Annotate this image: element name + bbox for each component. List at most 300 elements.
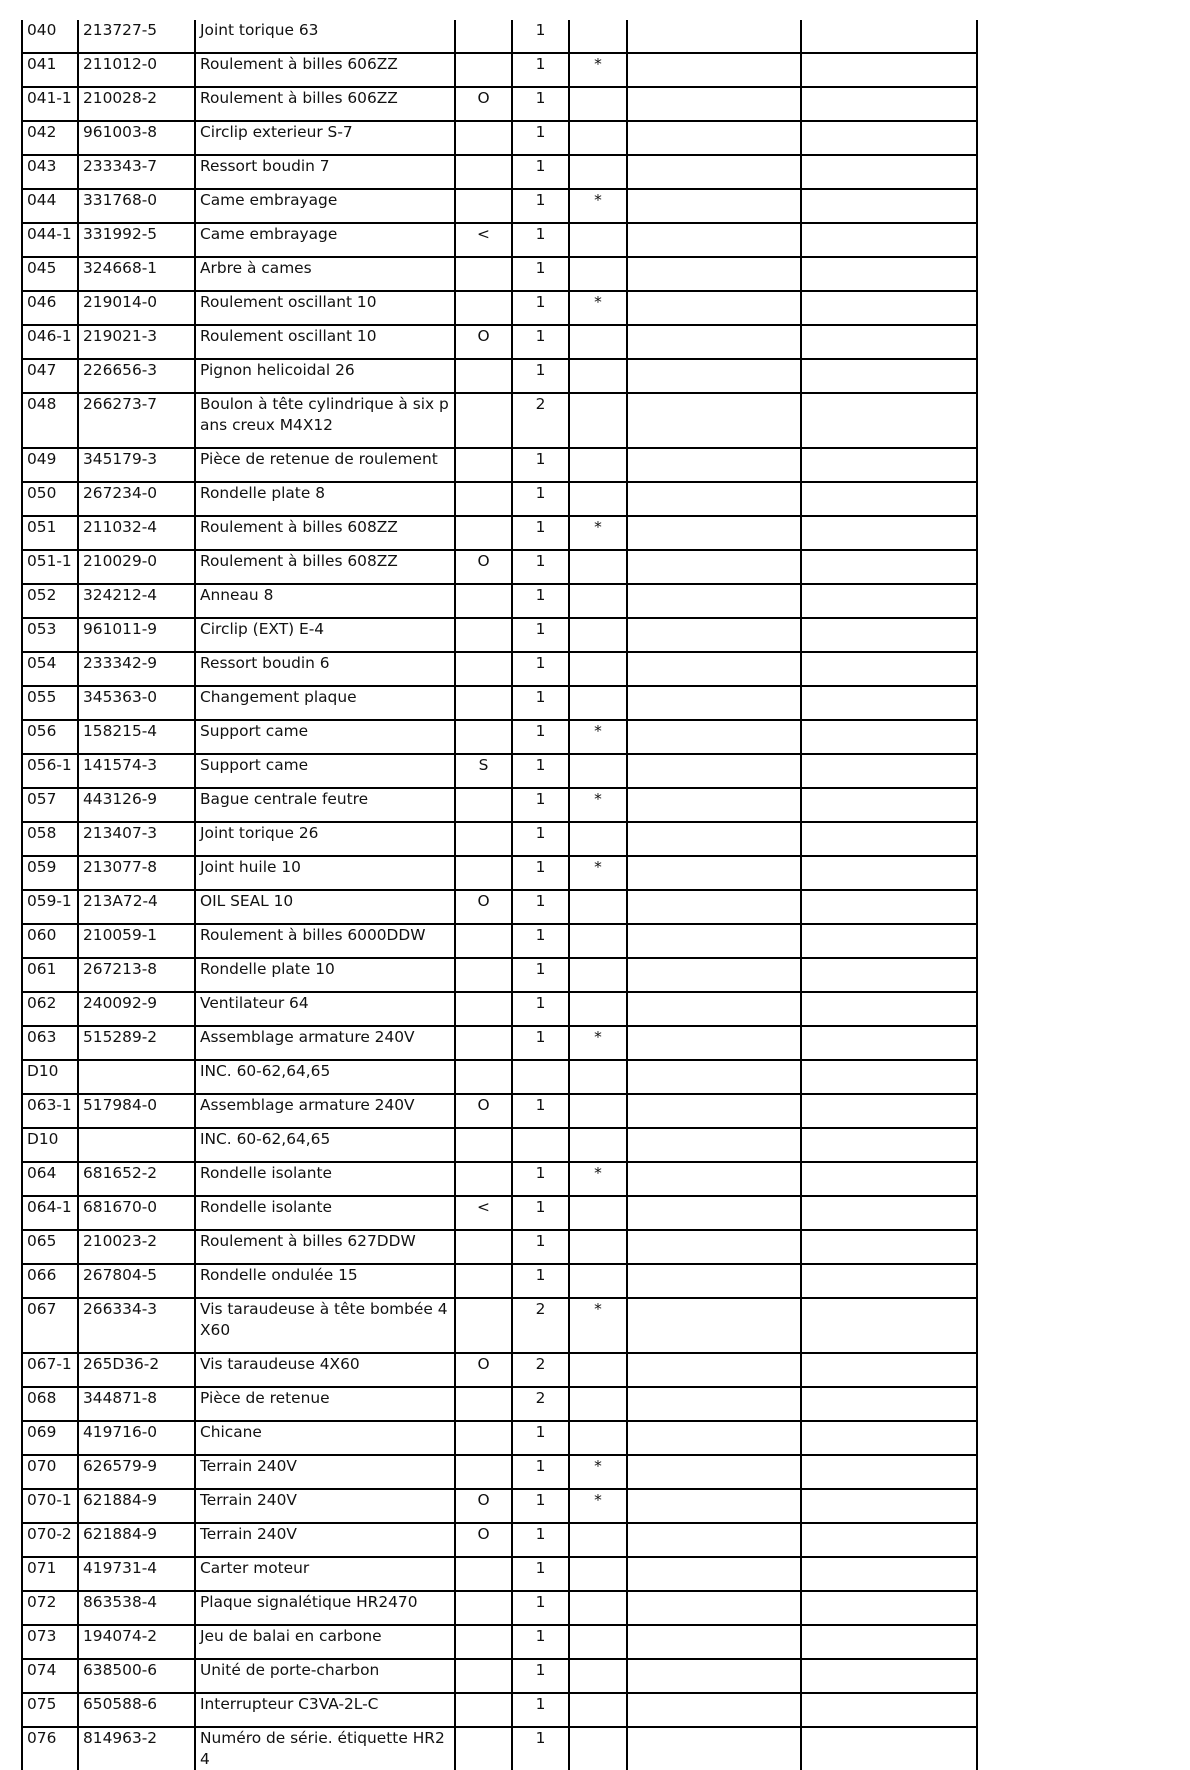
- note-2-cell: [801, 856, 977, 890]
- quantity-cell: [512, 1128, 569, 1162]
- quantity-cell: 1: [512, 754, 569, 788]
- note-2-cell: [801, 1128, 977, 1162]
- item-number-cell: 044-1: [22, 223, 78, 257]
- note-1-cell: [627, 1196, 801, 1230]
- quantity-cell: 1: [512, 1094, 569, 1128]
- note-2-cell: [801, 788, 977, 822]
- note-mark-cell: [569, 448, 627, 482]
- note-2-cell: [801, 1421, 977, 1455]
- item-number-cell: 074: [22, 1659, 78, 1693]
- item-number-cell: 067: [22, 1298, 78, 1353]
- part-number-cell: 419731-4: [78, 1557, 195, 1591]
- description-cell: Circlip exterieur S-7: [195, 121, 455, 155]
- description-cell: Terrain 240V: [195, 1489, 455, 1523]
- change-mark-cell: [455, 291, 512, 325]
- note-mark-cell: *: [569, 291, 627, 325]
- description-cell: Assemblage armature 240V: [195, 1094, 455, 1128]
- part-number-cell: 626579-9: [78, 1455, 195, 1489]
- item-number-cell: 056: [22, 720, 78, 754]
- note-mark-cell: *: [569, 1026, 627, 1060]
- note-mark-cell: [569, 1727, 627, 1770]
- quantity-cell: 2: [512, 393, 569, 448]
- note-1-cell: [627, 1128, 801, 1162]
- change-mark-cell: [455, 1026, 512, 1060]
- quantity-cell: 1: [512, 1727, 569, 1770]
- item-number-cell: 052: [22, 584, 78, 618]
- table-row: [22, 720, 977, 754]
- note-1-cell: [627, 87, 801, 121]
- table-row: [22, 189, 977, 223]
- description-cell: Roulement à billes 627DDW: [195, 1230, 455, 1264]
- change-mark-cell: [455, 720, 512, 754]
- change-mark-cell: [455, 1557, 512, 1591]
- description-cell: Rondelle isolante: [195, 1162, 455, 1196]
- quantity-cell: 1: [512, 1659, 569, 1693]
- part-number-cell: 267234-0: [78, 482, 195, 516]
- change-mark-cell: [455, 393, 512, 448]
- item-number-cell: 049: [22, 448, 78, 482]
- item-number-cell: 060: [22, 924, 78, 958]
- description-cell: Chicane: [195, 1421, 455, 1455]
- note-mark-cell: [569, 686, 627, 720]
- table-row: [22, 516, 977, 550]
- item-number-cell: 066: [22, 1264, 78, 1298]
- note-2-cell: [801, 720, 977, 754]
- note-mark-cell: [569, 257, 627, 291]
- quantity-cell: 1: [512, 1162, 569, 1196]
- item-number-cell: 064: [22, 1162, 78, 1196]
- table-row: [22, 1659, 977, 1693]
- change-mark-cell: [455, 652, 512, 686]
- note-mark-cell: [569, 1094, 627, 1128]
- note-2-cell: [801, 550, 977, 584]
- change-mark-cell: [455, 686, 512, 720]
- description-cell: INC. 60-62,64,65: [195, 1060, 455, 1094]
- description-cell: Roulement oscillant 10: [195, 325, 455, 359]
- note-1-cell: [627, 890, 801, 924]
- note-2-cell: [801, 1727, 977, 1770]
- note-2-cell: [801, 1026, 977, 1060]
- note-2-cell: [801, 393, 977, 448]
- change-mark-cell: [455, 1128, 512, 1162]
- note-1-cell: [627, 1387, 801, 1421]
- quantity-cell: 1: [512, 856, 569, 890]
- note-2-cell: [801, 325, 977, 359]
- description-cell: Rondelle isolante: [195, 1196, 455, 1230]
- description-cell: Interrupteur C3VA-2L-C: [195, 1693, 455, 1727]
- note-1-cell: [627, 1557, 801, 1591]
- change-mark-cell: [455, 1387, 512, 1421]
- description-cell: Roulement à billes 606ZZ: [195, 53, 455, 87]
- item-number-cell: 064-1: [22, 1196, 78, 1230]
- change-mark-cell: O: [455, 325, 512, 359]
- part-number-cell: 267804-5: [78, 1264, 195, 1298]
- note-1-cell: [627, 1591, 801, 1625]
- item-number-cell: 072: [22, 1591, 78, 1625]
- table-row: [22, 1196, 977, 1230]
- change-mark-cell: [455, 992, 512, 1026]
- note-2-cell: [801, 482, 977, 516]
- table-row: [22, 87, 977, 121]
- change-mark-cell: O: [455, 1523, 512, 1557]
- table-row: [22, 686, 977, 720]
- note-1-cell: [627, 618, 801, 652]
- part-number-cell: 141574-3: [78, 754, 195, 788]
- quantity-cell: 1: [512, 618, 569, 652]
- note-mark-cell: *: [569, 189, 627, 223]
- description-cell: Terrain 240V: [195, 1523, 455, 1557]
- part-number-cell: 863538-4: [78, 1591, 195, 1625]
- change-mark-cell: [455, 516, 512, 550]
- change-mark-cell: [455, 958, 512, 992]
- note-1-cell: [627, 359, 801, 393]
- quantity-cell: 1: [512, 516, 569, 550]
- description-cell: Plaque signalétique HR2470: [195, 1591, 455, 1625]
- note-mark-cell: [569, 584, 627, 618]
- quantity-cell: 1: [512, 1625, 569, 1659]
- table-row: [22, 652, 977, 686]
- table-row: [22, 1128, 977, 1162]
- quantity-cell: [512, 1060, 569, 1094]
- description-cell: Came embrayage: [195, 223, 455, 257]
- quantity-cell: 1: [512, 20, 569, 53]
- part-number-cell: 219014-0: [78, 291, 195, 325]
- note-mark-cell: [569, 618, 627, 652]
- table-row: [22, 1298, 977, 1353]
- quantity-cell: 1: [512, 121, 569, 155]
- part-number-cell: 266273-7: [78, 393, 195, 448]
- description-cell: Carter moteur: [195, 1557, 455, 1591]
- part-number-cell: 210059-1: [78, 924, 195, 958]
- table-row: [22, 1489, 977, 1523]
- table-row: [22, 1060, 977, 1094]
- description-cell: Assemblage armature 240V: [195, 1026, 455, 1060]
- table-row: [22, 393, 977, 448]
- table-row: [22, 890, 977, 924]
- table-row: [22, 1727, 977, 1770]
- quantity-cell: 1: [512, 53, 569, 87]
- note-mark-cell: *: [569, 1298, 627, 1353]
- note-mark-cell: *: [569, 516, 627, 550]
- note-1-cell: [627, 291, 801, 325]
- part-number-cell: 621884-9: [78, 1523, 195, 1557]
- change-mark-cell: O: [455, 1489, 512, 1523]
- description-cell: OIL SEAL 10: [195, 890, 455, 924]
- quantity-cell: 1: [512, 958, 569, 992]
- description-cell: Vis taraudeuse 4X60: [195, 1353, 455, 1387]
- note-mark-cell: [569, 1659, 627, 1693]
- note-mark-cell: [569, 359, 627, 393]
- note-2-cell: [801, 1489, 977, 1523]
- note-2-cell: [801, 53, 977, 87]
- change-mark-cell: [455, 1298, 512, 1353]
- note-mark-cell: [569, 1264, 627, 1298]
- quantity-cell: 1: [512, 1489, 569, 1523]
- note-1-cell: [627, 20, 801, 53]
- description-cell: Pignon helicoidal 26: [195, 359, 455, 393]
- note-1-cell: [627, 448, 801, 482]
- note-mark-cell: [569, 1128, 627, 1162]
- quantity-cell: 1: [512, 223, 569, 257]
- note-1-cell: [627, 121, 801, 155]
- note-mark-cell: [569, 155, 627, 189]
- note-mark-cell: [569, 1523, 627, 1557]
- note-2-cell: [801, 1625, 977, 1659]
- item-number-cell: 043: [22, 155, 78, 189]
- description-cell: Joint torique 26: [195, 822, 455, 856]
- part-number-cell: 226656-3: [78, 359, 195, 393]
- note-2-cell: [801, 1455, 977, 1489]
- quantity-cell: 1: [512, 1196, 569, 1230]
- change-mark-cell: [455, 359, 512, 393]
- quantity-cell: 1: [512, 1557, 569, 1591]
- note-2-cell: [801, 958, 977, 992]
- part-number-cell: 345179-3: [78, 448, 195, 482]
- change-mark-cell: [455, 189, 512, 223]
- table-row: [22, 754, 977, 788]
- quantity-cell: 1: [512, 155, 569, 189]
- change-mark-cell: [455, 1727, 512, 1770]
- quantity-cell: 1: [512, 189, 569, 223]
- change-mark-cell: O: [455, 1094, 512, 1128]
- item-number-cell: 076: [22, 1727, 78, 1770]
- table-row: [22, 822, 977, 856]
- part-number-cell: 621884-9: [78, 1489, 195, 1523]
- note-mark-cell: [569, 1387, 627, 1421]
- item-number-cell: 054: [22, 652, 78, 686]
- note-mark-cell: [569, 652, 627, 686]
- description-cell: Roulement à billes 608ZZ: [195, 550, 455, 584]
- item-number-cell: 058: [22, 822, 78, 856]
- note-2-cell: [801, 1094, 977, 1128]
- table-row: [22, 257, 977, 291]
- description-cell: Rondelle plate 10: [195, 958, 455, 992]
- note-mark-cell: [569, 1693, 627, 1727]
- part-number-cell: 324668-1: [78, 257, 195, 291]
- note-mark-cell: [569, 1557, 627, 1591]
- item-number-cell: 041-1: [22, 87, 78, 121]
- description-cell: Pièce de retenue de roulement: [195, 448, 455, 482]
- quantity-cell: 1: [512, 1693, 569, 1727]
- note-2-cell: [801, 189, 977, 223]
- part-number-cell: 324212-4: [78, 584, 195, 618]
- item-number-cell: 071: [22, 1557, 78, 1591]
- note-mark-cell: *: [569, 1489, 627, 1523]
- table-row: [22, 1455, 977, 1489]
- item-number-cell: 045: [22, 257, 78, 291]
- item-number-cell: 067-1: [22, 1353, 78, 1387]
- note-mark-cell: [569, 550, 627, 584]
- description-cell: Boulon à tête cylindrique à six pans creux M4X12: [195, 393, 455, 448]
- item-number-cell: 042: [22, 121, 78, 155]
- note-2-cell: [801, 992, 977, 1026]
- table-row: [22, 1625, 977, 1659]
- quantity-cell: 1: [512, 550, 569, 584]
- part-number-cell: 681670-0: [78, 1196, 195, 1230]
- note-2-cell: [801, 1298, 977, 1353]
- quantity-cell: 1: [512, 87, 569, 121]
- quantity-cell: 1: [512, 1421, 569, 1455]
- change-mark-cell: [455, 788, 512, 822]
- table-row: [22, 53, 977, 87]
- item-number-cell: 051: [22, 516, 78, 550]
- item-number-cell: 070: [22, 1455, 78, 1489]
- note-1-cell: [627, 1094, 801, 1128]
- note-2-cell: [801, 223, 977, 257]
- note-1-cell: [627, 1264, 801, 1298]
- part-number-cell: 213407-3: [78, 822, 195, 856]
- item-number-cell: 069: [22, 1421, 78, 1455]
- description-cell: Circlip (EXT) E-4: [195, 618, 455, 652]
- item-number-cell: 051-1: [22, 550, 78, 584]
- description-cell: Terrain 240V: [195, 1455, 455, 1489]
- quantity-cell: 1: [512, 720, 569, 754]
- change-mark-cell: <: [455, 223, 512, 257]
- description-cell: Support came: [195, 720, 455, 754]
- change-mark-cell: <: [455, 1196, 512, 1230]
- table-row: [22, 958, 977, 992]
- note-mark-cell: [569, 223, 627, 257]
- note-mark-cell: *: [569, 1162, 627, 1196]
- part-number-cell: 158215-4: [78, 720, 195, 754]
- quantity-cell: 1: [512, 1230, 569, 1264]
- note-2-cell: [801, 1196, 977, 1230]
- item-number-cell: D10: [22, 1128, 78, 1162]
- note-1-cell: [627, 686, 801, 720]
- table-row: [22, 223, 977, 257]
- note-2-cell: [801, 1557, 977, 1591]
- quantity-cell: 1: [512, 1591, 569, 1625]
- note-mark-cell: *: [569, 788, 627, 822]
- change-mark-cell: [455, 822, 512, 856]
- note-2-cell: [801, 155, 977, 189]
- change-mark-cell: [455, 1591, 512, 1625]
- part-number-cell: 213727-5: [78, 20, 195, 53]
- change-mark-cell: O: [455, 87, 512, 121]
- note-2-cell: [801, 1230, 977, 1264]
- description-cell: Anneau 8: [195, 584, 455, 618]
- note-2-cell: [801, 1693, 977, 1727]
- note-2-cell: [801, 652, 977, 686]
- note-2-cell: [801, 686, 977, 720]
- note-1-cell: [627, 652, 801, 686]
- part-number-cell: 213077-8: [78, 856, 195, 890]
- quantity-cell: 1: [512, 482, 569, 516]
- quantity-cell: 1: [512, 1455, 569, 1489]
- change-mark-cell: [455, 1659, 512, 1693]
- note-1-cell: [627, 482, 801, 516]
- item-number-cell: 057: [22, 788, 78, 822]
- item-number-cell: 056-1: [22, 754, 78, 788]
- table-row: [22, 1094, 977, 1128]
- note-1-cell: [627, 189, 801, 223]
- change-mark-cell: [455, 1162, 512, 1196]
- description-cell: Roulement à billes 606ZZ: [195, 87, 455, 121]
- item-number-cell: 055: [22, 686, 78, 720]
- item-number-cell: 046: [22, 291, 78, 325]
- note-mark-cell: [569, 482, 627, 516]
- part-number-cell: 344871-8: [78, 1387, 195, 1421]
- note-1-cell: [627, 257, 801, 291]
- table-row: [22, 359, 977, 393]
- note-2-cell: [801, 1353, 977, 1387]
- note-2-cell: [801, 1264, 977, 1298]
- quantity-cell: 1: [512, 686, 569, 720]
- note-1-cell: [627, 1523, 801, 1557]
- part-number-cell: 211032-4: [78, 516, 195, 550]
- note-1-cell: [627, 1298, 801, 1353]
- table-row: [22, 992, 977, 1026]
- note-1-cell: [627, 223, 801, 257]
- change-mark-cell: [455, 20, 512, 53]
- item-number-cell: 063: [22, 1026, 78, 1060]
- note-2-cell: [801, 1591, 977, 1625]
- change-mark-cell: [455, 53, 512, 87]
- part-number-cell: 266334-3: [78, 1298, 195, 1353]
- note-1-cell: [627, 584, 801, 618]
- note-1-cell: [627, 788, 801, 822]
- note-mark-cell: [569, 992, 627, 1026]
- table-row: [22, 1591, 977, 1625]
- quantity-cell: 1: [512, 822, 569, 856]
- quantity-cell: 1: [512, 359, 569, 393]
- quantity-cell: 1: [512, 448, 569, 482]
- note-mark-cell: [569, 890, 627, 924]
- item-number-cell: 047: [22, 359, 78, 393]
- description-cell: Came embrayage: [195, 189, 455, 223]
- description-cell: Bague centrale feutre: [195, 788, 455, 822]
- change-mark-cell: [455, 448, 512, 482]
- part-number-cell: [78, 1060, 195, 1094]
- quantity-cell: 1: [512, 652, 569, 686]
- change-mark-cell: [455, 1455, 512, 1489]
- note-2-cell: [801, 291, 977, 325]
- parts-table: [21, 20, 978, 1770]
- description-cell: Ventilateur 64: [195, 992, 455, 1026]
- note-mark-cell: [569, 1421, 627, 1455]
- note-1-cell: [627, 1353, 801, 1387]
- item-number-cell: 068: [22, 1387, 78, 1421]
- part-number-cell: 211012-0: [78, 53, 195, 87]
- part-number-cell: 331992-5: [78, 223, 195, 257]
- note-1-cell: [627, 992, 801, 1026]
- table-row: [22, 1693, 977, 1727]
- note-mark-cell: [569, 1060, 627, 1094]
- table-row: [22, 325, 977, 359]
- change-mark-cell: [455, 1230, 512, 1264]
- note-2-cell: [801, 359, 977, 393]
- table-row: [22, 155, 977, 189]
- change-mark-cell: O: [455, 1353, 512, 1387]
- table-row: [22, 550, 977, 584]
- item-number-cell: 059: [22, 856, 78, 890]
- note-mark-cell: [569, 1196, 627, 1230]
- item-number-cell: 070-2: [22, 1523, 78, 1557]
- table-row: [22, 1387, 977, 1421]
- part-number-cell: 681652-2: [78, 1162, 195, 1196]
- note-mark-cell: *: [569, 720, 627, 754]
- note-1-cell: [627, 822, 801, 856]
- part-number-cell: 419716-0: [78, 1421, 195, 1455]
- table-row: [22, 1421, 977, 1455]
- part-number-cell: 194074-2: [78, 1625, 195, 1659]
- quantity-cell: 1: [512, 291, 569, 325]
- note-1-cell: [627, 1625, 801, 1659]
- change-mark-cell: [455, 121, 512, 155]
- quantity-cell: 1: [512, 584, 569, 618]
- note-1-cell: [627, 325, 801, 359]
- change-mark-cell: [455, 1264, 512, 1298]
